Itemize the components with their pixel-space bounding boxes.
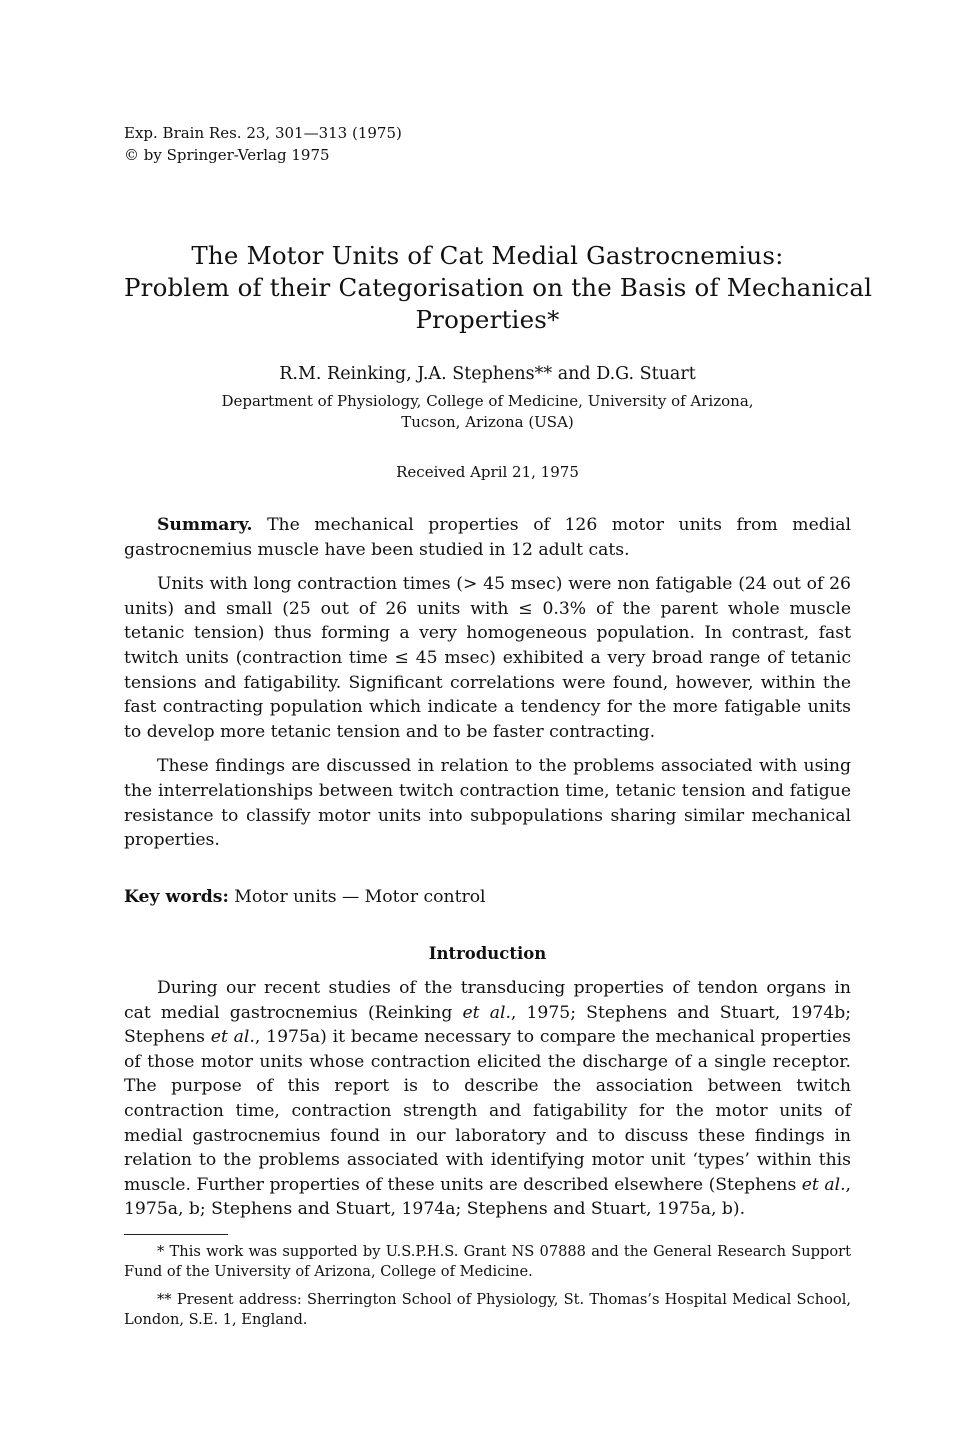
title-line-3: Properties*: [415, 305, 560, 334]
summary-paragraph-3: These findings are discussed in relation to the problems associated with using the interrelationships between twitch contraction time, tetanic tension and fatigue resistance to classify motor units into subpopulations sharing similar mechanical properties.: [124, 756, 851, 851]
author-list: R.M. Reinking, J.A. Stephens** and D.G. Stuart: [279, 364, 696, 384]
keywords-line: [124, 885, 851, 909]
intro-text-3: , 1975a) it became necessary to compare the mechanical properties of those motor units whose contraction elicited the discharge of a single receptor. The purpose of this report is to describe the association between twitch contraction time, contraction strength and fatigability for the motor units of medial gastrocnemius found in our laboratory and to discuss these findings in relation to the problems associated with identifying motor unit ‘types’ within this muscle. Further properties of these units are described elsewhere (Stephens: [124, 1027, 852, 1195]
footnote-divider: [124, 1234, 228, 1235]
keywords-text: Motor units — Motor control: [234, 887, 486, 907]
summary-label: Summary.: [157, 515, 253, 535]
title-line-2: Problem of their Categorisation on the Basis of Mechanical: [124, 273, 873, 302]
keywords-label: Key words:: [124, 887, 229, 907]
title-line-1: The Motor Units of Cat Medial Gastrocnemius:: [191, 241, 784, 270]
journal-header: [124, 122, 402, 166]
footnote-1: * This work was supported by U.S.P.H.S. Grant NS 07888 and the General Research Support Fund of the University of Arizona, College of Medicine.: [124, 1243, 851, 1280]
journal-citation: Exp. Brain Res. 23, 301—313 (1975): [124, 124, 402, 142]
copyright-notice: © by Springer-Verlag 1975: [124, 146, 330, 164]
introduction-paragraph: [124, 976, 851, 1222]
affiliation-line-1: Department of Physiology, College of Medicine, University of Arizona,: [221, 392, 754, 410]
intro-etal-3: et al.: [801, 1174, 846, 1195]
intro-text-1: During our recent studies of the transducing properties of tendon organs in cat medial gastrocnemius (Reinking: [124, 978, 851, 1023]
intro-etal-2: et al.: [210, 1027, 255, 1048]
summary-section: [124, 513, 851, 863]
footnote-2: ** Present address: Sherrington School of Physiology, St. Thomas’s Hospital Medical School, London, S.E. 1, England.: [124, 1291, 851, 1328]
affiliation: [124, 391, 851, 433]
summary-text-1: The mechanical properties of 126 motor units from medial gastrocnemius muscle have been studied in 12 adult cats.: [124, 515, 851, 560]
introduction-heading: Introduction: [428, 944, 547, 963]
summary-paragraph-1: [124, 513, 851, 562]
intro-etal-1: et al.: [462, 1002, 511, 1023]
summary-paragraph-2: Units with long contraction times (> 45 msec) were non fatigable (24 out of 26 units) and small (25 out of 26 units with ≤ 0.3% of the parent whole muscle tetanic tension) thus forming a very homogeneous population. In contrast, fast twitch units (contraction time ≤ 45 msec) exhibited a very broad range of tetanic tensions and fatigability. Significant correlations were found, however, within the fast contracting population which indicate a tendency for the more fatigable units to develop more tetanic tension and to be faster contracting.: [124, 574, 851, 742]
received-date: Received April 21, 1975: [396, 463, 579, 481]
affiliation-line-2: Tucson, Arizona (USA): [401, 413, 574, 431]
paper-title: [124, 240, 873, 336]
intro-text-2: , 1975; Stephens and Stuart, 1974b; Stephens: [124, 1002, 851, 1048]
introduction-section: [124, 976, 851, 1222]
intro-text-4: , 1975a, b; Stephens and Stuart, 1974a; Stephens and Stuart, 1975a, b).: [124, 1174, 852, 1220]
footnotes: [124, 1242, 851, 1338]
